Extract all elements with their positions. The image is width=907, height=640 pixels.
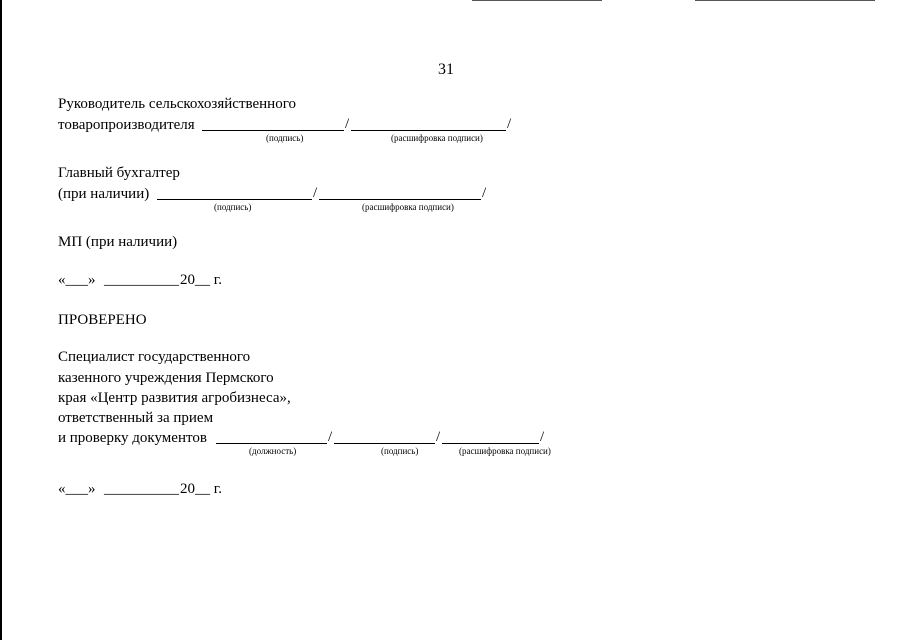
specialist-position-caption: (должность) — [249, 446, 297, 456]
head-signature-line — [202, 130, 344, 131]
accountant-title-line2: (при наличии) — [58, 186, 150, 202]
date-year: 20__ г. — [180, 481, 222, 497]
head-signature-caption: (подпись) — [266, 133, 304, 143]
separator: / — [313, 185, 318, 201]
accountant-decoding-caption: (расшифровка подписи) — [362, 202, 454, 212]
accountant-decoding-line — [319, 199, 481, 200]
separator: / — [345, 116, 350, 132]
stamp-label: МП (при наличии) — [58, 234, 178, 250]
specialist-line2: казенного учреждения Пермского — [58, 370, 274, 386]
specialist-signature-line — [334, 443, 435, 444]
page-left-edge — [0, 0, 2, 640]
date-month: __________ — [104, 272, 179, 288]
separator: / — [482, 185, 487, 201]
separator: / — [436, 429, 441, 445]
date-month: __________ — [104, 481, 179, 497]
date-day: «___» — [58, 481, 96, 497]
specialist-decoding-caption: (расшифровка подписи) — [459, 446, 551, 456]
head-title-line1: Руководитель сельскохозяйственного — [58, 96, 296, 112]
page-number: 31 — [438, 61, 454, 78]
separator: / — [507, 116, 512, 132]
specialist-line4: ответственный за прием — [58, 410, 214, 426]
date-year: 20__ г. — [180, 272, 222, 288]
accountant-signature-line — [157, 199, 312, 200]
head-title-line2: товаропроизводителя — [58, 117, 195, 133]
accountant-signature-caption: (подпись) — [214, 202, 252, 212]
specialist-line1: Специалист государственного — [58, 349, 251, 365]
specialist-signature-caption: (подпись) — [381, 446, 419, 456]
head-decoding-line — [351, 130, 506, 131]
specialist-line3: края «Центр развития агробизнеса», — [58, 390, 291, 406]
accountant-title-line1: Главный бухгалтер — [58, 165, 180, 181]
specialist-decoding-line — [442, 443, 539, 444]
specialist-line5: и проверку документов — [58, 430, 207, 446]
top-edge-mark — [472, 0, 602, 1]
date-day: «___» — [58, 272, 96, 288]
specialist-position-line — [216, 443, 327, 444]
separator: / — [540, 429, 545, 445]
head-decoding-caption: (расшифровка подписи) — [391, 133, 483, 143]
top-edge-mark — [695, 0, 875, 1]
checked-heading: ПРОВЕРЕНО — [58, 312, 147, 328]
separator: / — [328, 429, 333, 445]
